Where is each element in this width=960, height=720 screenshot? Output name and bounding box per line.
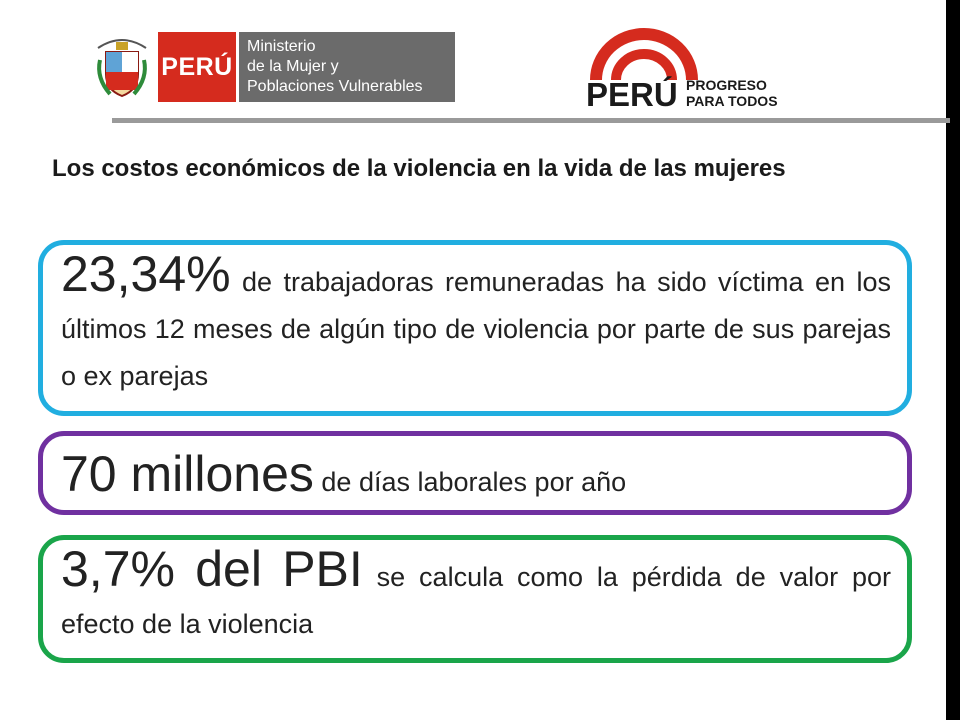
fact-card-1 (38, 240, 912, 416)
fact-highlight: 70 millones (61, 446, 314, 502)
ministry-logo-peru: PERÚ (158, 32, 236, 102)
fact-text (61, 246, 891, 402)
ministry-name (239, 32, 455, 102)
right-edge-bar (946, 0, 960, 720)
fact-highlight: 23,34% (61, 246, 231, 302)
fact-text (61, 541, 891, 650)
fact-text (61, 446, 891, 515)
ministry-name-line: Poblaciones Vulnerables (247, 78, 423, 95)
campaign-line-1: PROGRESO (686, 77, 767, 93)
fact-card-3 (38, 535, 912, 663)
fact-body: se calcula como la pérdida de valor por efecto de la violencia (61, 562, 891, 639)
ministry-logo (158, 32, 455, 102)
fact-body: de trabajadoras remuneradas ha sido víctima en los últimos 12 meses de algún tipo de violencia por parte de sus parejas o ex parejas (61, 267, 891, 391)
progreso-para-todos-logo (582, 26, 802, 110)
campaign-line-2: PARA TODOS (686, 93, 778, 109)
ministry-name-line: Ministerio (247, 38, 316, 55)
campaign-brand: PERÚ (586, 76, 678, 110)
fact-card-2 (38, 431, 912, 515)
header-divider (112, 118, 950, 123)
fact-highlight: 3,7% del PBI (61, 541, 363, 597)
ministry-name-line: de la Mujer y (247, 58, 339, 75)
coat-of-arms-icon (92, 34, 152, 102)
fact-body: de días laborales por año (313, 467, 627, 497)
slide-title: Los costos económicos de la violencia en la vida de las mujeres (52, 155, 786, 182)
